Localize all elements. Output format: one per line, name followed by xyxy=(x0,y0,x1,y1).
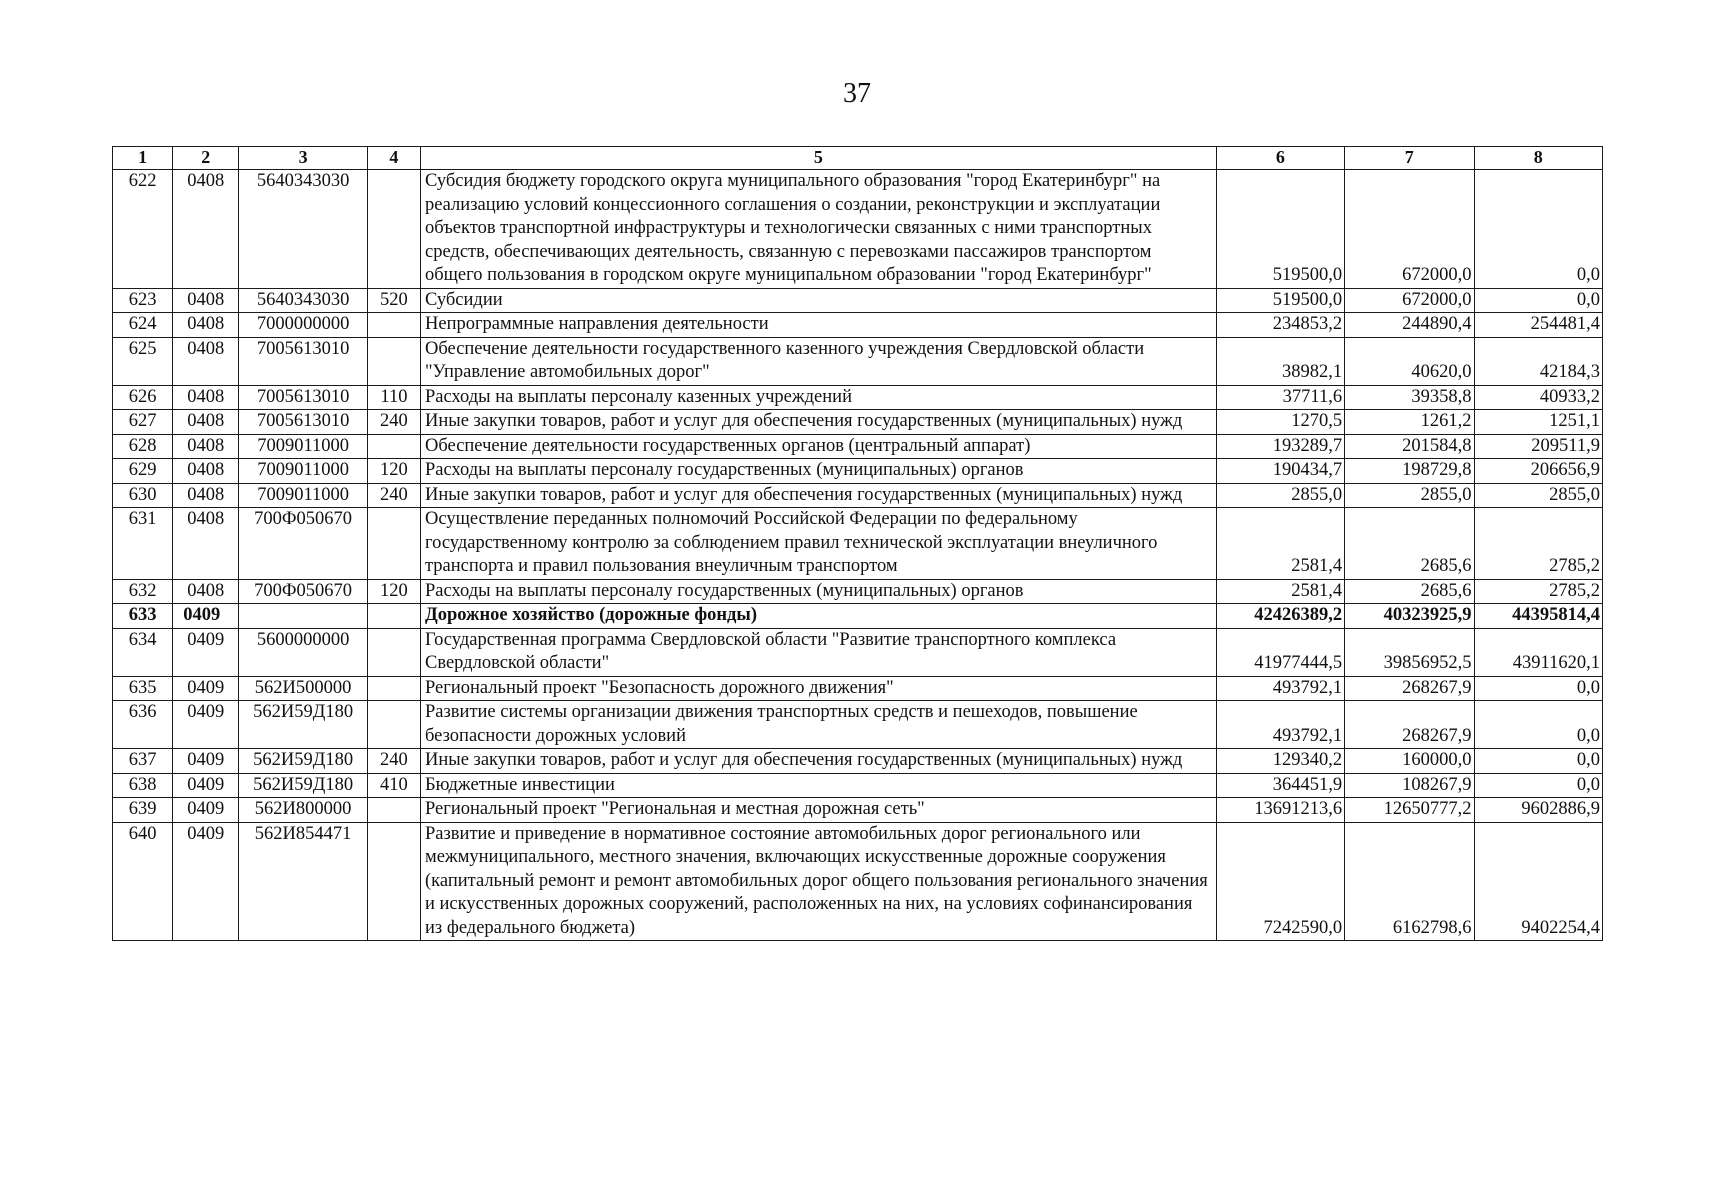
row-number: 627 xyxy=(113,410,173,435)
section-code: 0408 xyxy=(173,385,239,410)
amount-col-6: 193289,7 xyxy=(1216,434,1344,459)
section-code: 0408 xyxy=(173,459,239,484)
amount-col-8: 2785,2 xyxy=(1474,579,1603,604)
row-number: 632 xyxy=(113,579,173,604)
row-description: Субсидии xyxy=(421,288,1217,313)
row-number: 625 xyxy=(113,337,173,385)
row-number: 638 xyxy=(113,773,173,798)
section-code: 0409 xyxy=(173,773,239,798)
table-row xyxy=(113,749,1603,774)
amount-col-8: 0,0 xyxy=(1474,701,1603,749)
row-number: 633 xyxy=(113,604,173,629)
amount-col-8: 0,0 xyxy=(1474,288,1603,313)
row-description: Непрограммные направления деятельности xyxy=(421,313,1217,338)
section-code: 0409 xyxy=(173,798,239,823)
amount-col-7: 39856952,5 xyxy=(1345,628,1474,676)
expense-kind-code xyxy=(367,170,420,289)
section-code: 0408 xyxy=(173,434,239,459)
table-row xyxy=(113,604,1603,629)
col-header-7: 7 xyxy=(1345,147,1474,170)
amount-col-7: 108267,9 xyxy=(1345,773,1474,798)
expense-kind-code xyxy=(367,604,420,629)
amount-col-8: 42184,3 xyxy=(1474,337,1603,385)
section-code: 0409 xyxy=(173,628,239,676)
row-description: Обеспечение деятельности государственного казенного учреждения Свердловской области "Управление автомобильных дорог" xyxy=(421,337,1217,385)
expense-kind-code: 240 xyxy=(367,749,420,774)
section-code: 0408 xyxy=(173,170,239,289)
row-number: 634 xyxy=(113,628,173,676)
row-number: 637 xyxy=(113,749,173,774)
table-row xyxy=(113,459,1603,484)
row-number: 628 xyxy=(113,434,173,459)
section-code: 0408 xyxy=(173,313,239,338)
row-number: 635 xyxy=(113,676,173,701)
amount-col-6: 493792,1 xyxy=(1216,701,1344,749)
table-row xyxy=(113,676,1603,701)
row-number: 631 xyxy=(113,508,173,580)
amount-col-8: 40933,2 xyxy=(1474,385,1603,410)
table-row xyxy=(113,822,1603,941)
target-article-code: 7005613010 xyxy=(239,410,367,435)
section-code: 0408 xyxy=(173,337,239,385)
row-description: Иные закупки товаров, работ и услуг для обеспечения государственных (муниципальных) нужд xyxy=(421,410,1217,435)
amount-col-7: 160000,0 xyxy=(1345,749,1474,774)
expense-kind-code: 410 xyxy=(367,773,420,798)
amount-col-8: 0,0 xyxy=(1474,749,1603,774)
amount-col-7: 39358,8 xyxy=(1345,385,1474,410)
target-article-code: 700Ф050670 xyxy=(239,508,367,580)
amount-col-8: 2855,0 xyxy=(1474,483,1603,508)
row-number: 629 xyxy=(113,459,173,484)
table-row xyxy=(113,628,1603,676)
amount-col-7: 12650777,2 xyxy=(1345,798,1474,823)
row-description: Дорожное хозяйство (дорожные фонды) xyxy=(421,604,1217,629)
amount-col-7: 672000,0 xyxy=(1345,288,1474,313)
row-description: Развитие и приведение в нормативное состояние автомобильных дорог регионального или межмуниципального, местного значения, включающих искусственные дорожные сооружения (капитальный ремонт и ремонт автомобильных дорог общего пользования регионального значения и искусственных дорожных сооружений, расположенных на них, на условиях софинансирования из федерального бюджета) xyxy=(421,822,1217,941)
expense-kind-code xyxy=(367,434,420,459)
target-article-code xyxy=(239,604,367,629)
amount-col-6: 234853,2 xyxy=(1216,313,1344,338)
amount-col-8: 1251,1 xyxy=(1474,410,1603,435)
table-row xyxy=(113,313,1603,338)
amount-col-6: 2581,4 xyxy=(1216,508,1344,580)
amount-col-6: 2581,4 xyxy=(1216,579,1344,604)
section-code: 0409 xyxy=(173,701,239,749)
amount-col-6: 7242590,0 xyxy=(1216,822,1344,941)
table-row xyxy=(113,337,1603,385)
expense-kind-code xyxy=(367,508,420,580)
amount-col-7: 40323925,9 xyxy=(1345,604,1474,629)
expense-kind-code: 110 xyxy=(367,385,420,410)
expense-kind-code xyxy=(367,798,420,823)
expense-kind-code xyxy=(367,337,420,385)
table-body xyxy=(113,170,1603,941)
amount-col-8: 44395814,4 xyxy=(1474,604,1603,629)
expense-kind-code xyxy=(367,313,420,338)
amount-col-6: 519500,0 xyxy=(1216,288,1344,313)
col-header-2: 2 xyxy=(173,147,239,170)
section-code: 0409 xyxy=(173,604,239,629)
amount-col-6: 37711,6 xyxy=(1216,385,1344,410)
target-article-code: 562И854471 xyxy=(239,822,367,941)
row-description: Расходы на выплаты персоналу государственных (муниципальных) органов xyxy=(421,459,1217,484)
target-article-code: 7005613010 xyxy=(239,337,367,385)
row-description: Бюджетные инвестиции xyxy=(421,773,1217,798)
row-number: 624 xyxy=(113,313,173,338)
row-description: Иные закупки товаров, работ и услуг для обеспечения государственных (муниципальных) нужд xyxy=(421,749,1217,774)
row-number: 640 xyxy=(113,822,173,941)
expense-kind-code: 240 xyxy=(367,483,420,508)
target-article-code: 5640343030 xyxy=(239,288,367,313)
table-row xyxy=(113,410,1603,435)
table-header xyxy=(113,147,1603,170)
budget-table xyxy=(112,146,1603,941)
amount-col-7: 244890,4 xyxy=(1345,313,1474,338)
amount-col-7: 40620,0 xyxy=(1345,337,1474,385)
amount-col-8: 0,0 xyxy=(1474,676,1603,701)
amount-col-7: 672000,0 xyxy=(1345,170,1474,289)
amount-col-6: 2855,0 xyxy=(1216,483,1344,508)
amount-col-6: 1270,5 xyxy=(1216,410,1344,435)
expense-kind-code xyxy=(367,676,420,701)
target-article-code: 7009011000 xyxy=(239,434,367,459)
amount-col-8: 254481,4 xyxy=(1474,313,1603,338)
table-row xyxy=(113,798,1603,823)
amount-col-6: 129340,2 xyxy=(1216,749,1344,774)
table-row xyxy=(113,288,1603,313)
target-article-code: 5640343030 xyxy=(239,170,367,289)
col-header-1: 1 xyxy=(113,147,173,170)
target-article-code: 562И500000 xyxy=(239,676,367,701)
table-row xyxy=(113,434,1603,459)
target-article-code: 7009011000 xyxy=(239,459,367,484)
amount-col-7: 198729,8 xyxy=(1345,459,1474,484)
amount-col-6: 38982,1 xyxy=(1216,337,1344,385)
target-article-code: 562И59Д180 xyxy=(239,773,367,798)
section-code: 0408 xyxy=(173,483,239,508)
table-row xyxy=(113,483,1603,508)
expense-kind-code: 120 xyxy=(367,459,420,484)
row-description: Расходы на выплаты персоналу казенных учреждений xyxy=(421,385,1217,410)
expense-kind-code xyxy=(367,822,420,941)
row-description: Региональный проект "Безопасность дорожного движения" xyxy=(421,676,1217,701)
section-code: 0409 xyxy=(173,749,239,774)
amount-col-7: 268267,9 xyxy=(1345,701,1474,749)
amount-col-8: 0,0 xyxy=(1474,170,1603,289)
amount-col-6: 493792,1 xyxy=(1216,676,1344,701)
row-description: Иные закупки товаров, работ и услуг для обеспечения государственных (муниципальных) нужд xyxy=(421,483,1217,508)
amount-col-7: 6162798,6 xyxy=(1345,822,1474,941)
amount-col-7: 2685,6 xyxy=(1345,579,1474,604)
amount-col-8: 0,0 xyxy=(1474,773,1603,798)
amount-col-6: 519500,0 xyxy=(1216,170,1344,289)
amount-col-8: 209511,9 xyxy=(1474,434,1603,459)
section-code: 0408 xyxy=(173,288,239,313)
row-number: 636 xyxy=(113,701,173,749)
amount-col-6: 364451,9 xyxy=(1216,773,1344,798)
page-number: 37 xyxy=(843,78,871,109)
row-number: 623 xyxy=(113,288,173,313)
target-article-code: 562И800000 xyxy=(239,798,367,823)
amount-col-6: 42426389,2 xyxy=(1216,604,1344,629)
target-article-code: 7000000000 xyxy=(239,313,367,338)
amount-col-6: 13691213,6 xyxy=(1216,798,1344,823)
target-article-code: 7005613010 xyxy=(239,385,367,410)
col-header-4: 4 xyxy=(367,147,420,170)
header-row xyxy=(113,147,1603,170)
row-description: Осуществление переданных полномочий Российской Федерации по федеральному государственному контролю за соблюдением правил технической эксплуатации внеуличного транспорта и правил пользования внеуличным транспортом xyxy=(421,508,1217,580)
amount-col-8: 9602886,9 xyxy=(1474,798,1603,823)
row-description: Расходы на выплаты персоналу государственных (муниципальных) органов xyxy=(421,579,1217,604)
amount-col-8: 9402254,4 xyxy=(1474,822,1603,941)
target-article-code: 562И59Д180 xyxy=(239,749,367,774)
section-code: 0409 xyxy=(173,822,239,941)
amount-col-8: 43911620,1 xyxy=(1474,628,1603,676)
expense-kind-code: 120 xyxy=(367,579,420,604)
row-number: 639 xyxy=(113,798,173,823)
section-code: 0408 xyxy=(173,579,239,604)
amount-col-7: 2855,0 xyxy=(1345,483,1474,508)
amount-col-7: 2685,6 xyxy=(1345,508,1474,580)
amount-col-6: 41977444,5 xyxy=(1216,628,1344,676)
col-header-3: 3 xyxy=(239,147,367,170)
expense-kind-code xyxy=(367,701,420,749)
amount-col-7: 268267,9 xyxy=(1345,676,1474,701)
table-row xyxy=(113,508,1603,580)
table-row xyxy=(113,701,1603,749)
row-number: 630 xyxy=(113,483,173,508)
expense-kind-code xyxy=(367,628,420,676)
col-header-5: 5 xyxy=(421,147,1217,170)
amount-col-7: 1261,2 xyxy=(1345,410,1474,435)
section-code: 0408 xyxy=(173,508,239,580)
row-description: Развитие системы организации движения транспортных средств и пешеходов, повышение безопасности дорожных условий xyxy=(421,701,1217,749)
expense-kind-code: 520 xyxy=(367,288,420,313)
target-article-code: 5600000000 xyxy=(239,628,367,676)
row-description: Субсидия бюджету городского округа муниципального образования "город Екатеринбург" на реализацию условий концессионного соглашения о создании, реконструкции и эксплуатации объектов транспортной инфраструктуры и технологически связанных с ними транспортных средств, обеспечивающих деятельность, связанную с перевозками пассажиров транспортом общего пользования в городском округе муниципальном образовании "город Екатеринбург" xyxy=(421,170,1217,289)
amount-col-8: 2785,2 xyxy=(1474,508,1603,580)
table-row xyxy=(113,579,1603,604)
target-article-code: 700Ф050670 xyxy=(239,579,367,604)
row-number: 622 xyxy=(113,170,173,289)
section-code: 0408 xyxy=(173,410,239,435)
section-code: 0409 xyxy=(173,676,239,701)
amount-col-7: 201584,8 xyxy=(1345,434,1474,459)
amount-col-8: 206656,9 xyxy=(1474,459,1603,484)
row-description: Обеспечение деятельности государственных органов (центральный аппарат) xyxy=(421,434,1217,459)
target-article-code: 562И59Д180 xyxy=(239,701,367,749)
target-article-code: 7009011000 xyxy=(239,483,367,508)
row-number: 626 xyxy=(113,385,173,410)
table-row xyxy=(113,385,1603,410)
table-row xyxy=(113,170,1603,289)
col-header-6: 6 xyxy=(1216,147,1344,170)
table-row xyxy=(113,773,1603,798)
col-header-8: 8 xyxy=(1474,147,1603,170)
row-description: Государственная программа Свердловской области "Развитие транспортного комплекса Свердловской области" xyxy=(421,628,1217,676)
row-description: Региональный проект "Региональная и местная дорожная сеть" xyxy=(421,798,1217,823)
expense-kind-code: 240 xyxy=(367,410,420,435)
amount-col-6: 190434,7 xyxy=(1216,459,1344,484)
